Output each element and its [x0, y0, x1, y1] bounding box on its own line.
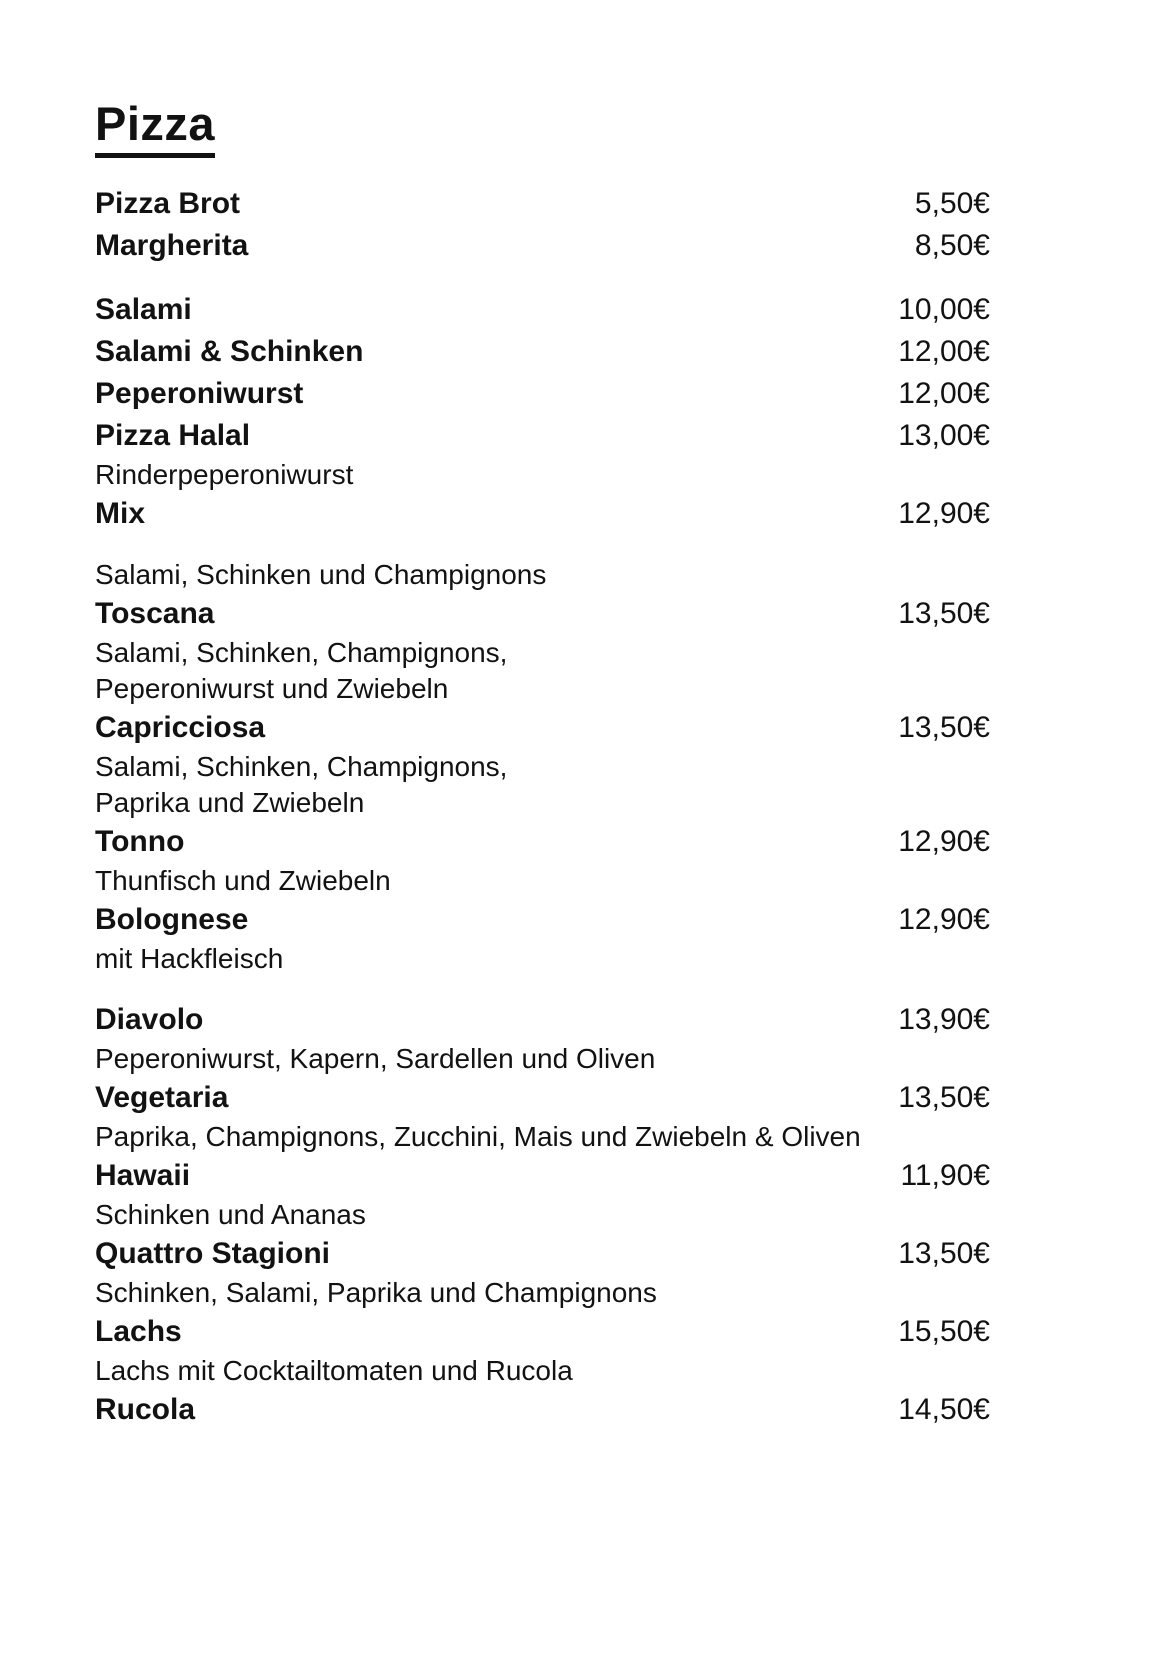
item-name: Lachs — [95, 1315, 182, 1348]
item-name: Rucola — [95, 1393, 196, 1426]
item-price: 15,50€ — [898, 1315, 990, 1348]
menu-item — [95, 1233, 990, 1311]
menu-list — [95, 183, 990, 1431]
item-name: Mix — [95, 497, 146, 530]
item-description: Schinken, Salami, Paprika und Champignons — [95, 1277, 657, 1308]
item-row — [95, 331, 990, 373]
menu-item — [95, 289, 990, 331]
item-row — [95, 415, 990, 457]
item-price: 13,50€ — [898, 1237, 990, 1270]
item-name: Pizza Halal — [95, 419, 251, 452]
page-title: Pizza — [95, 96, 215, 158]
menu-item — [95, 225, 990, 267]
item-row — [95, 899, 990, 941]
item-name: Toscana — [95, 597, 215, 630]
item-row — [95, 493, 990, 535]
item-name: Diavolo — [95, 1003, 204, 1036]
menu-item — [95, 183, 990, 225]
menu-item — [95, 593, 990, 707]
item-price: 8,50€ — [914, 229, 990, 262]
item-description: Paprika, Champignons, Zucchini, Mais und Zwiebeln & Oliven — [95, 1121, 861, 1152]
item-row — [95, 289, 990, 331]
menu-item — [95, 1389, 990, 1431]
item-price: 13,90€ — [898, 1003, 990, 1036]
item-row — [95, 999, 990, 1041]
item-description: Schinken und Ananas — [95, 1199, 366, 1230]
item-name: Bolognese — [95, 903, 249, 936]
item-description: Peperoniwurst, Kapern, Sardellen und Oliven — [95, 1043, 656, 1074]
item-row — [95, 821, 990, 863]
item-row — [95, 707, 990, 749]
item-name: Margherita — [95, 229, 249, 262]
item-row — [95, 593, 990, 635]
menu-item — [95, 415, 990, 493]
item-description: Thunfisch und Zwiebeln — [95, 865, 391, 896]
item-row — [95, 1311, 990, 1353]
item-price: 13,00€ — [898, 419, 990, 452]
item-price: 12,90€ — [898, 903, 990, 936]
item-price: 12,90€ — [898, 825, 990, 858]
item-name: Hawaii — [95, 1159, 191, 1192]
item-description: Rinderpeperoniwurst — [95, 459, 354, 490]
menu-item — [95, 707, 990, 821]
item-price: 12,00€ — [898, 377, 990, 410]
item-price: 14,50€ — [898, 1393, 990, 1426]
item-name: Salami — [95, 293, 192, 326]
item-price: 12,00€ — [898, 335, 990, 368]
item-price: 10,00€ — [898, 293, 990, 326]
item-name: Salami & Schinken — [95, 335, 364, 368]
menu-item — [95, 373, 990, 415]
item-description: mit Hackfleisch — [95, 943, 284, 974]
item-name: Vegetaria — [95, 1081, 229, 1114]
item-price: 13,50€ — [898, 597, 990, 630]
item-row — [95, 1233, 990, 1275]
item-price: 13,50€ — [898, 1081, 990, 1114]
item-row — [95, 1077, 990, 1119]
item-name: Peperoniwurst — [95, 377, 304, 410]
item-name: Tonno — [95, 825, 185, 858]
menu-item — [95, 821, 990, 899]
item-description: Lachs mit Cocktailtomaten und Rucola — [95, 1355, 573, 1386]
item-description: Salami, Schinken, Champignons, — [95, 637, 508, 668]
menu-item — [95, 1077, 990, 1155]
menu-item — [95, 999, 990, 1077]
menu-item — [95, 899, 990, 977]
item-price: 11,90€ — [900, 1159, 990, 1192]
item-name: Capricciosa — [95, 711, 266, 744]
item-price: 13,50€ — [898, 711, 990, 744]
menu-item — [95, 331, 990, 373]
menu-item — [95, 1155, 990, 1233]
item-price: 12,90€ — [898, 497, 990, 530]
menu-item — [95, 493, 990, 593]
item-description: Salami, Schinken, Champignons, — [95, 751, 508, 782]
item-description: Peperoniwurst und Zwiebeln — [95, 673, 449, 704]
item-row — [95, 183, 990, 225]
item-row — [95, 225, 990, 267]
item-row — [95, 1155, 990, 1197]
item-name: Quattro Stagioni — [95, 1237, 330, 1270]
menu-item — [95, 1311, 990, 1389]
item-row — [95, 373, 990, 415]
item-name: Pizza Brot — [95, 187, 241, 220]
item-row — [95, 1389, 990, 1431]
item-description: Salami, Schinken und Champignons — [95, 559, 547, 590]
item-description: Paprika und Zwiebeln — [95, 787, 365, 818]
item-price: 5,50€ — [914, 187, 990, 220]
